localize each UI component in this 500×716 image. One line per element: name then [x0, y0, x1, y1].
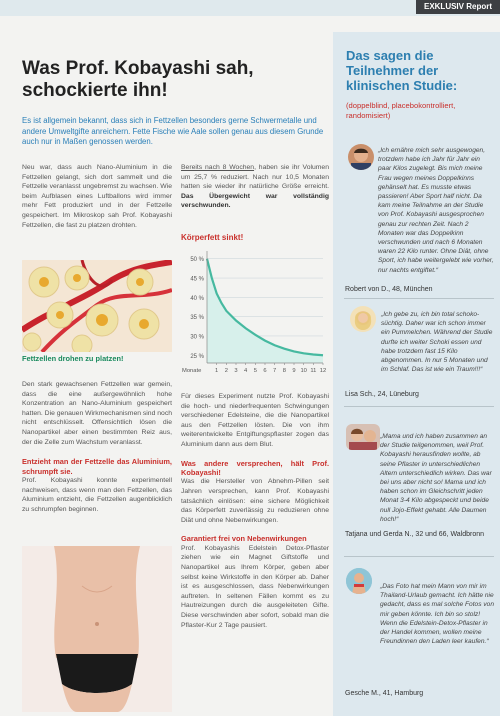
chart-x-label: Monate — [182, 368, 202, 374]
testimonial-quote-4: „Das Foto hat mein Mann von mir im Thailand-Urlaub gemacht. Ich hätte nie gedacht, dass es mal solche Fotos von mir geben könnte. Ich bin so stolz! Wenn die Edelstein-Detox-Pflaster in der Handel kommen, wollen meine Freundinnen den Laden leer kaufen.“ — [380, 583, 494, 646]
col2-paragraph-2: Für dieses Experiment nutzte Prof. Kobayashi die hoch- und niederfrequenten Schwingungen verschiedener Edelsteine, die die Nanopartikel aus den Fettzellen lösten. Die von ihm weiterentwickelte Entgiftungspflaster zogen das Aluminium dann aus dem Blut. — [181, 393, 329, 448]
testimonial-name-2: Lisa Sch., 24, Lüneburg — [345, 391, 419, 398]
chart-x-tick: 10 — [300, 368, 307, 374]
col1-paragraph-1: Neu war, dass auch Nano-Aluminium in die Fettzellen gelangt, sich dort sammelt und die Fettzelle veranlasst ungebremst zu wachsen. Wie beim Aufblasen eines Luftballons wird immer mehr Fett produziert und in der Fettzelle gespeichert. Im Mikroskop sah Prof. Kobayashi Fettzellen, die fast zu platzen drohten. — [22, 164, 172, 229]
fat-cells-image — [22, 260, 172, 352]
col1-paragraph-2: Den stark gewachsenen Fettzellen war gemein, dass die eine außergewöhnlich hohe Konzentration an Nano-Aluminium gespeichert hatten. Die genauen Wirkmechanismen sind noch nicht entschlüsselt. Offensichtlich lösen die Nanopartikel aber einen bestimmten Reiz aus, der die Zelle zum Wachstum veranlasst. — [22, 381, 172, 446]
chart-svg — [181, 245, 329, 383]
testimonial-name-1: Robert von D., 48, München — [345, 286, 433, 293]
chart-y-tick: 45 % — [190, 276, 204, 283]
col2-text-volume: , haben sie ihr Volumen um 25,7 % reduziert. Nach nur 10,5 Monaten hatten sie wieder ihr natürliche Größe erreicht. — [181, 164, 329, 191]
divider-1 — [344, 298, 494, 299]
avatar-lisa — [350, 306, 376, 332]
col2-subheading-2: Garantiert frei von Nebenwirkungen — [181, 534, 307, 544]
chart-x-tick: 11 — [310, 368, 317, 374]
col2-paragraph-3: Was die Hersteller von Abnehm-Pillen seit Jahren versprechen, kann Prof. Kobayashi tatsächlich einlösen: eine sichere Möglichkeit das Körperfett zuverlässig zu reduzieren ohne Diät und ohne Nebenwirkungen. — [181, 478, 329, 524]
column-2 — [181, 163, 329, 211]
column-1 — [22, 163, 172, 230]
chart-x-tick: 5 — [253, 368, 257, 374]
column-2-lower — [181, 392, 329, 630]
chart-y-tick: 40 % — [190, 295, 204, 302]
image-caption: Fettzellen drohen zu platzen! — [22, 354, 124, 363]
chart-x-tick: 7 — [273, 368, 277, 374]
testimonial-name-3: Tatjana und Gerda N., 32 und 66, Waldbronn — [345, 531, 485, 538]
report-label: EXKLUSIV Report — [416, 0, 500, 14]
divider-2 — [344, 406, 494, 407]
article-headline: Was Prof. Kobayashi sah, schockierte ihn! — [22, 58, 254, 101]
col2-highlight-weeks: Bereits nach 8 Wochen — [181, 164, 255, 171]
chart-area — [207, 259, 323, 363]
slim-body-image — [22, 546, 172, 712]
chart-y-tick: 50 % — [190, 257, 204, 264]
testimonial-quote-2: „Ich gebe zu, ich bin total schoko-süchtig. Daher war ich schon immer ein Pummelchen. Während der Studie durfte ich weiter Schoki essen und habe trotzdem fast 15 Kilo abgenommen. In nur 5 Monaten und im Schlaf. Das ist wie ein Traum!!!“ — [381, 311, 493, 374]
column-1-lower — [22, 380, 172, 514]
body-fat-chart — [181, 245, 329, 383]
divider-3 — [344, 556, 494, 557]
col2-text-result: Das Übergewicht war vollständig verschwunden. — [181, 192, 329, 210]
avatar-tatjana-gerda — [346, 424, 380, 450]
col2-paragraph-1 — [181, 163, 329, 211]
chart-y-tick: 30 % — [190, 334, 204, 341]
chart-x-tick: 4 — [244, 368, 248, 374]
chart-x-tick: 3 — [234, 368, 238, 374]
chart-x-tick: 8 — [282, 368, 286, 374]
chart-x-tick: 6 — [263, 368, 267, 374]
testimonial-quote-1: „Ich ernähre mich sehr ausgewogen, trotzdem habe ich Jahr für Jahr ein paar Kilos zugelegt. Bis mich meine Frau wegen meines Doppelkinns gehänselt hat. Es musste etwas passieren! Aber Sport half nicht. Da kam meine Teilnahme an der Studie von Prof. Kobayashi ausgesprochen genau zur rechten Zeit. Nach 2 Monaten war das Doppelkinn verschwunden und nach 6 Monaten waren 22 Kilo runter. Ohne Diät, ohne Sport, ich habe weitergelebt wie vorher, nur nachts entgiftet.“ — [378, 147, 494, 274]
sidebar-title: Das sagen die Teilnehmer der klinischen Studie: — [346, 48, 458, 93]
sidebar-subtitle: (doppelblind, placebokontrolliert, randomisiert) — [346, 101, 456, 120]
chart-y-tick: 35 % — [190, 315, 204, 322]
col2-paragraph-4: Prof. Kobayashis Edelstein Detox-Pflaster ziehen wie ein Magnet Giftstoffe und Nanopartikel aus Ihrem Körper, geben aber selbst keine Wirkstoffe in den Körper ab. Daher ist es ausgeschlossen, dass Nebenwirkungen auftreten. In seltenen Fällen kommt es zu Hautreizungen durch die ausgeleiteten Gifte. Diese verschwinden aber sofort, sobald man die Pflaster-Kur 2 Tage pausiert. — [181, 544, 329, 629]
col2-subheading-1: Was andere versprechen, hält Prof. Kobayashi! — [181, 458, 329, 477]
col1-paragraph-3: Prof. Kobayashi konnte experimentell nachweisen, dass wenn man den Fettzellen, das Aluminium entzieht, die Fettzellen augenblicklich zu schrumpfen beginnen. — [22, 476, 172, 513]
chart-y-tick: 25 % — [190, 353, 204, 360]
avatar-gesche — [346, 568, 372, 594]
avatar-robert — [348, 144, 374, 170]
chart-title: Körperfett sinkt! — [181, 233, 244, 242]
testimonial-quote-3: „Mama und ich haben zusammen an der Studie teilgenommen, weil Prof. Kobayashi herausfinden wollte, ab seine Pflaster in unterschiedlichen Altern unterschiedlich wirken. Das war bei uns aber nicht so! Mama und ich haben schon im Gleichschritt jeden Monat 3-4 Kilo abgespeckt und beide null Jojo-Effekt gehabt. Alle Daumen hoch!“ — [380, 433, 492, 523]
article-lead: Es ist allgemein bekannt, dass sich in Fettzellen besonders gerne Schwermetalle und andere Umweltgifte anreichern. Fette Fische wie Aale sollen genau aus diesem Grunde auch nur in Maßen genossen werden. — [22, 116, 324, 146]
chart-x-tick: 2 — [224, 368, 228, 374]
testimonial-name-4: Gesche M., 41, Hamburg — [345, 690, 424, 697]
chart-x-tick: 1 — [215, 368, 219, 374]
chart-x-tick: 9 — [292, 368, 296, 374]
chart-x-tick: 12 — [319, 368, 327, 374]
top-bar — [0, 0, 500, 16]
col1-subheading: Entzieht man der Fettzelle das Aluminium, schrumpft sie. — [22, 457, 172, 476]
